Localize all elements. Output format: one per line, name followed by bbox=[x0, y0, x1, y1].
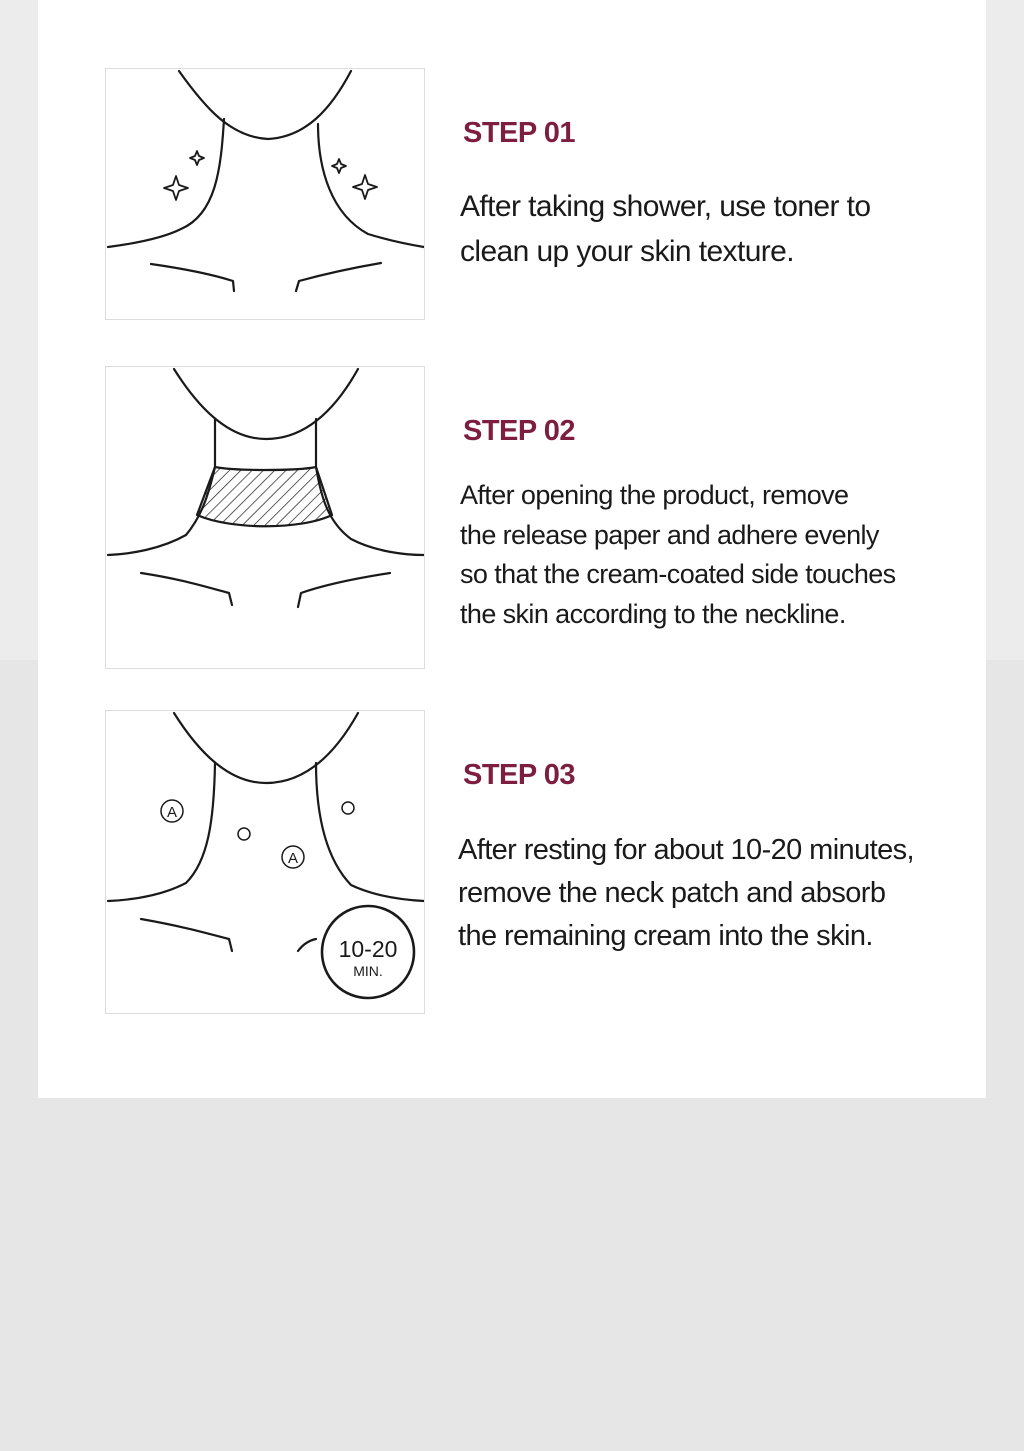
neck-right bbox=[316, 763, 424, 901]
step-02-line-1: After opening the product, remove bbox=[460, 480, 849, 510]
marker-label-a1: A bbox=[166, 804, 178, 821]
collarbone-left bbox=[141, 919, 232, 951]
marker-label-a2: A bbox=[287, 850, 299, 867]
step-02-description bbox=[460, 476, 896, 634]
collarbone-right bbox=[298, 939, 316, 951]
step-02-line-4: the skin according to the neckline. bbox=[460, 598, 846, 629]
step-01-title: STEP 01 bbox=[463, 117, 576, 149]
step-01-description bbox=[460, 184, 870, 274]
step-02-line-3: so that the cream-coated side touches bbox=[460, 559, 896, 589]
step-02-title: STEP 02 bbox=[463, 415, 576, 447]
step-01-illustration bbox=[105, 68, 425, 320]
step-03-title: STEP 03 bbox=[463, 759, 576, 791]
neck-right bbox=[316, 419, 424, 555]
step-03-line-1: After resting for about 10-20 minutes, bbox=[458, 834, 914, 866]
collarbone-left bbox=[151, 264, 234, 291]
step-02-illustration bbox=[105, 366, 425, 669]
sparkle-icon bbox=[164, 151, 377, 200]
collarbone-right bbox=[296, 263, 381, 291]
dot-circle-1 bbox=[238, 828, 250, 840]
timer-value: 10-20 bbox=[338, 936, 398, 962]
collarbone-left bbox=[141, 573, 232, 605]
step-03-description bbox=[458, 829, 914, 958]
step-03-line-3: the remaining cream into the skin. bbox=[458, 920, 873, 952]
neck-left bbox=[108, 119, 224, 247]
step-01-line-1: After taking shower, use toner to bbox=[460, 190, 871, 223]
timer-unit: MIN. bbox=[353, 963, 383, 979]
neck-left bbox=[108, 419, 215, 555]
face-outline bbox=[179, 71, 351, 139]
step-02-line-2: the release paper and adhere evenly bbox=[460, 519, 879, 550]
collarbone-right bbox=[298, 573, 390, 607]
step-01-line-2: clean up your skin texture. bbox=[460, 235, 794, 268]
step-03-illustration bbox=[105, 710, 425, 1014]
step-03-line-2: remove the neck patch and absorb bbox=[458, 877, 886, 909]
face-outline bbox=[174, 713, 358, 783]
neck-patch bbox=[197, 467, 332, 526]
face-outline bbox=[174, 369, 358, 439]
dot-circle-2 bbox=[342, 802, 354, 814]
instruction-card bbox=[38, 0, 986, 1098]
neck-left bbox=[108, 763, 215, 901]
